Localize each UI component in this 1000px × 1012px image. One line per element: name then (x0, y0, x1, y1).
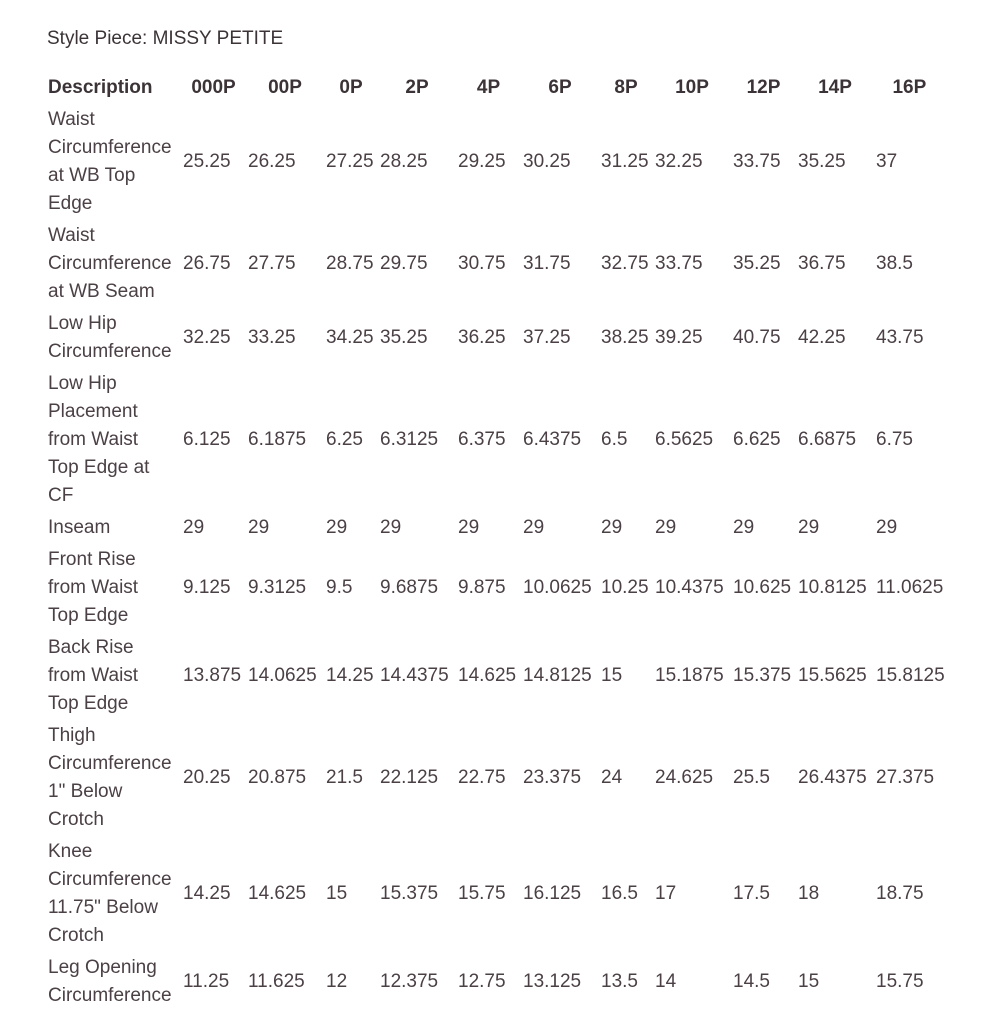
table-cell: 28.25 (380, 151, 428, 172)
description-line: Circumference (48, 869, 172, 890)
table-cell: 21.5 (326, 767, 363, 788)
table-cell: 9.125 (183, 577, 231, 598)
table-body (44, 104, 945, 1012)
header-size: 10P (675, 77, 709, 98)
table-cell: 6.125 (183, 429, 231, 450)
table-cell: 39.25 (655, 327, 703, 348)
table-cell: 33.75 (655, 253, 703, 274)
header-size: 0P (339, 77, 363, 98)
table-cell: 15 (326, 883, 348, 904)
description-line: Crotch (48, 809, 104, 830)
table-cell: 26.25 (248, 151, 296, 172)
description-line: Leg Opening (48, 957, 157, 978)
table-cell: 6.375 (458, 429, 506, 450)
table-cell: 14 (655, 971, 677, 992)
description-line: Low Hip (48, 373, 117, 394)
row-description (44, 220, 181, 308)
table-cell: 26.4375 (798, 767, 867, 788)
table-cell: 23.375 (523, 767, 582, 788)
table-cell: 9.6875 (380, 577, 439, 598)
table-cell: 34.25 (326, 327, 374, 348)
table-cell: 10.0625 (523, 577, 592, 598)
table-cell: 37.25 (523, 327, 571, 348)
table-row (44, 952, 945, 1012)
table-cell: 27.25 (326, 151, 374, 172)
description-line: from Waist (48, 429, 139, 450)
row-description (44, 544, 181, 632)
row-description (44, 512, 181, 544)
table-cell: 25.25 (183, 151, 231, 172)
table-cell: 14.625 (248, 883, 307, 904)
table-cell: 29 (601, 517, 623, 538)
table-row (44, 512, 945, 544)
table-cell: 33.75 (733, 151, 781, 172)
table-cell: 31.75 (523, 253, 571, 274)
table-cell: 29.25 (458, 151, 506, 172)
table-cell: 15.1875 (655, 665, 724, 686)
header-size: 16P (892, 77, 927, 98)
table-cell: 24 (601, 767, 623, 788)
table-cell: 14.25 (326, 665, 374, 686)
table-cell: 10.625 (733, 577, 792, 598)
table-cell: 36.75 (798, 253, 846, 274)
table-cell: 40.75 (733, 327, 781, 348)
table-cell: 29 (523, 517, 545, 538)
table-cell: 29 (655, 517, 677, 538)
table-cell: 33.25 (248, 327, 296, 348)
header-size: 2P (405, 77, 429, 98)
header-size: 12P (746, 77, 781, 98)
description-line: at WB Top (48, 165, 136, 186)
description-line: Top Edge at (48, 457, 150, 478)
table-cell: 14.5 (733, 971, 770, 992)
style-piece-title: Style Piece: MISSY PETITE (47, 28, 284, 49)
description-line: Edge (48, 193, 93, 214)
row-description (44, 632, 181, 720)
table-cell: 11.625 (248, 971, 305, 992)
description-line: Circumference (48, 753, 172, 774)
table-cell: 13.5 (601, 971, 638, 992)
table-row (44, 308, 945, 368)
table-cell: 24.625 (655, 767, 714, 788)
description-line: Waist (48, 109, 95, 130)
header-size: 8P (614, 77, 638, 98)
header-size: 4P (476, 77, 501, 98)
table-cell: 35.25 (380, 327, 428, 348)
table-cell: 29 (380, 517, 402, 538)
table-cell: 15.8125 (876, 665, 945, 686)
header-size: 14P (818, 77, 852, 98)
header-size: 00P (268, 77, 302, 98)
table-cell: 15.375 (733, 665, 792, 686)
table-cell: 29 (248, 517, 270, 538)
table-cell: 15.375 (380, 883, 439, 904)
table-cell: 10.25 (601, 577, 649, 598)
table-cell: 6.1875 (248, 429, 307, 450)
description-line: Back Rise (48, 637, 134, 658)
description-line: 11.75" Below (48, 897, 158, 918)
description-line: Placement (48, 401, 138, 422)
measurement-table (44, 72, 945, 1012)
table-cell: 17.5 (733, 883, 770, 904)
table-cell: 6.6875 (798, 429, 857, 450)
table-cell: 13.125 (523, 971, 582, 992)
table-cell: 16.125 (523, 883, 582, 904)
description-line: Crotch (48, 925, 104, 946)
header-size: 000P (191, 77, 236, 98)
table-cell: 29 (733, 517, 755, 538)
table-cell: 14.25 (183, 883, 231, 904)
table-cell: 6.5 (601, 429, 628, 450)
table-cell: 38.5 (876, 253, 913, 274)
table-cell: 9.875 (458, 577, 506, 598)
table-cell: 6.4375 (523, 429, 582, 450)
table-cell: 36.25 (458, 327, 506, 348)
table-cell: 6.5625 (655, 429, 714, 450)
row-description (44, 368, 181, 512)
table-cell: 12.375 (380, 971, 439, 992)
table-row (44, 220, 945, 308)
description-line: Front Rise (48, 549, 136, 570)
table-cell: 6.625 (733, 429, 781, 450)
table-cell: 38.25 (601, 327, 649, 348)
table-row (44, 720, 945, 836)
description-line: Circumference (48, 253, 172, 274)
table-cell: 20.875 (248, 767, 307, 788)
table-cell: 42.25 (798, 327, 846, 348)
description-line: 1" Below (48, 781, 123, 802)
table-cell: 10.8125 (798, 577, 867, 598)
table-cell: 31.25 (601, 151, 649, 172)
table-cell: 22.125 (380, 767, 439, 788)
table-cell: 15 (601, 665, 623, 686)
row-description (44, 104, 181, 220)
table-cell: 13.875 (183, 665, 242, 686)
description-line: Inseam (48, 517, 111, 538)
table-cell: 10.4375 (655, 577, 724, 598)
description-line: at WB Seam (48, 281, 155, 302)
table-cell: 32.75 (601, 253, 649, 274)
row-description (44, 720, 181, 836)
table-cell: 12.75 (458, 971, 506, 992)
table-cell: 11.25 (183, 971, 230, 992)
table-cell: 29.75 (380, 253, 428, 274)
table-cell: 27.375 (876, 767, 935, 788)
table-cell: 22.75 (458, 767, 506, 788)
description-line: from Waist (48, 577, 139, 598)
table-cell: 15 (798, 971, 820, 992)
description-line: Circumference (48, 137, 172, 158)
table-cell: 35.25 (798, 151, 846, 172)
table-row (44, 368, 945, 512)
table-cell: 20.25 (183, 767, 231, 788)
table-cell: 16.5 (601, 883, 638, 904)
row-description (44, 308, 181, 368)
table-cell: 26.75 (183, 253, 231, 274)
description-line: Top Edge (48, 693, 129, 714)
table-cell: 11.0625 (876, 577, 944, 598)
header-row (44, 72, 945, 104)
header-size: 6P (548, 77, 572, 98)
table-cell: 14.8125 (523, 665, 592, 686)
table-cell: 30.25 (523, 151, 571, 172)
table-cell: 9.3125 (248, 577, 307, 598)
table-cell: 30.75 (458, 253, 506, 274)
header-description: Description (48, 77, 153, 98)
table-cell: 29 (183, 517, 205, 538)
description-line: Waist (48, 225, 95, 246)
table-cell: 32.25 (183, 327, 231, 348)
table-cell: 17 (655, 883, 677, 904)
row-description (44, 952, 181, 1012)
table-cell: 6.25 (326, 429, 363, 450)
table-cell: 18 (798, 883, 820, 904)
table-cell: 29 (458, 517, 480, 538)
table-cell: 32.25 (655, 151, 703, 172)
table-cell: 35.25 (733, 253, 781, 274)
description-line: Thigh (48, 725, 96, 746)
description-line: from Waist (48, 665, 139, 686)
table-cell: 27.75 (248, 253, 296, 274)
table-cell: 15.75 (458, 883, 506, 904)
table-cell: 43.75 (876, 327, 924, 348)
description-line: Circumference (48, 985, 172, 1006)
table-cell: 18.75 (876, 883, 924, 904)
description-line: Circumference (48, 341, 172, 362)
row-description (44, 836, 181, 952)
table-cell: 6.3125 (380, 429, 439, 450)
table-cell: 9.5 (326, 577, 353, 598)
table-cell: 29 (798, 517, 820, 538)
table-row (44, 632, 945, 720)
table-cell: 29 (326, 517, 348, 538)
table-cell: 15.75 (876, 971, 924, 992)
table-cell: 15.5625 (798, 665, 867, 686)
description-line: Top Edge (48, 605, 129, 626)
description-line: CF (48, 485, 74, 506)
table-cell: 25.5 (733, 767, 770, 788)
table-row (44, 544, 945, 632)
table-cell: 29 (876, 517, 898, 538)
table-row (44, 836, 945, 952)
table-cell: 12 (326, 971, 348, 992)
table-cell: 6.75 (876, 429, 913, 450)
table-cell: 14.625 (458, 665, 517, 686)
table-cell: 14.4375 (380, 665, 449, 686)
table-cell: 37 (876, 151, 898, 172)
table-row (44, 104, 945, 220)
description-line: Low Hip (48, 313, 117, 334)
table-cell: 14.0625 (248, 665, 317, 686)
description-line: Knee (48, 841, 93, 862)
table-cell: 28.75 (326, 253, 374, 274)
